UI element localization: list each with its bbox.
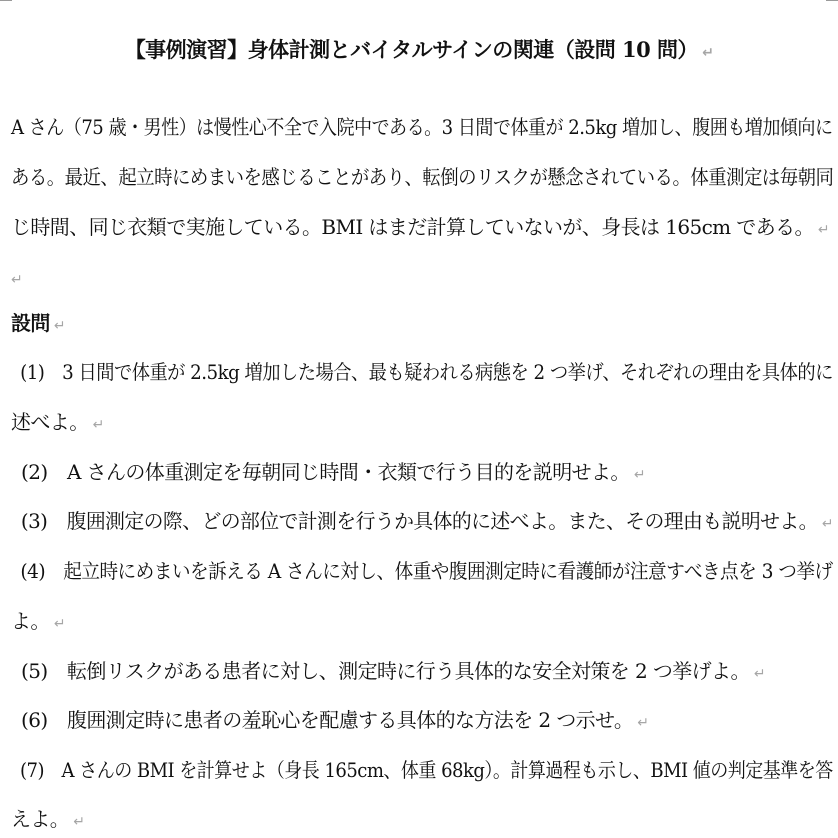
paragraph-mark-icon: ↵ — [92, 417, 104, 433]
paragraph-mark-icon: ↵ — [53, 616, 65, 632]
section-heading: 設問 ↵ — [11, 311, 65, 335]
paragraph-mark-icon: ↵ — [637, 715, 649, 731]
question-6: (6) 腹囲測定時に患者の羞恥心を配慮する具体的な方法を 2 つ示せ。 ↵ — [21, 708, 649, 732]
paragraph-mark-icon: ↵ — [702, 45, 714, 61]
question-1: (1) 3 日間で体重が 2.5kg 増加した場合、最も疑われる病態を 2 つ挙げ、それぞれの理由を具体的に — [20, 360, 833, 384]
page-corner-mark — [826, 0, 838, 1]
question-1-cont: 述べよ。 ↵ — [11, 410, 104, 434]
page-corner-mark — [0, 0, 12, 1]
paragraph-mark-icon: ↵ — [817, 222, 830, 238]
paragraph-mark-icon: ↵ — [11, 272, 23, 288]
paragraph-mark-icon: ↵ — [73, 814, 85, 830]
question-7-cont: えよ。 ↵ — [11, 807, 85, 831]
question-7: (7) A さんの BMI を計算せよ（身長 165cm、体重 68kg）。計算過程も示し、BMI 値の判定基準を答 — [20, 758, 833, 782]
question-4-cont: よ。 ↵ — [11, 609, 65, 633]
case-text-line: じ時間、同じ衣類で実施している。BMI はまだ計算していないが、身長は 165cm である。 ↵ — [11, 215, 830, 239]
empty-paragraph — [11, 264, 833, 293]
question-3: (3) 腹囲測定の際、どの部位で計測を行うか具体的に述べよ。また、その理由も説明せよ。 ↵ — [20, 509, 833, 533]
question-4: (4) 起立時にめまいを訴える A さんに対し、体重や腹囲測定時に看護師が注意すべき点を 3 つ挙げ — [20, 559, 833, 583]
paragraph-mark-icon: ↵ — [53, 318, 65, 334]
question-5: (5) 転倒リスクがある患者に対し、測定時に行う具体的な安全対策を 2 つ挙げよ。 ↵ — [21, 659, 765, 683]
case-text-line: A さん（75 歳・男性）は慢性心不全で入院中である。3 日間で体重が 2.5kg 増加し、腹囲も増加傾向に — [11, 115, 833, 139]
paragraph-mark-icon: ↵ — [633, 467, 645, 483]
paragraph-mark-icon: ↵ — [753, 666, 765, 682]
case-text-line: ある。最近、起立時にめまいを感じることがあり、転倒のリスクが懸念されている。体重測定は毎朝同 — [11, 165, 834, 189]
paragraph-mark-icon: ↵ — [821, 516, 833, 532]
question-2: (2) A さんの体重測定を毎朝同じ時間・衣類で行う目的を説明せよ。 ↵ — [21, 460, 645, 484]
document-title: 【事例演習】身体計測とバイタルサインの関連（設問 10 問） ↵ — [124, 37, 714, 62]
